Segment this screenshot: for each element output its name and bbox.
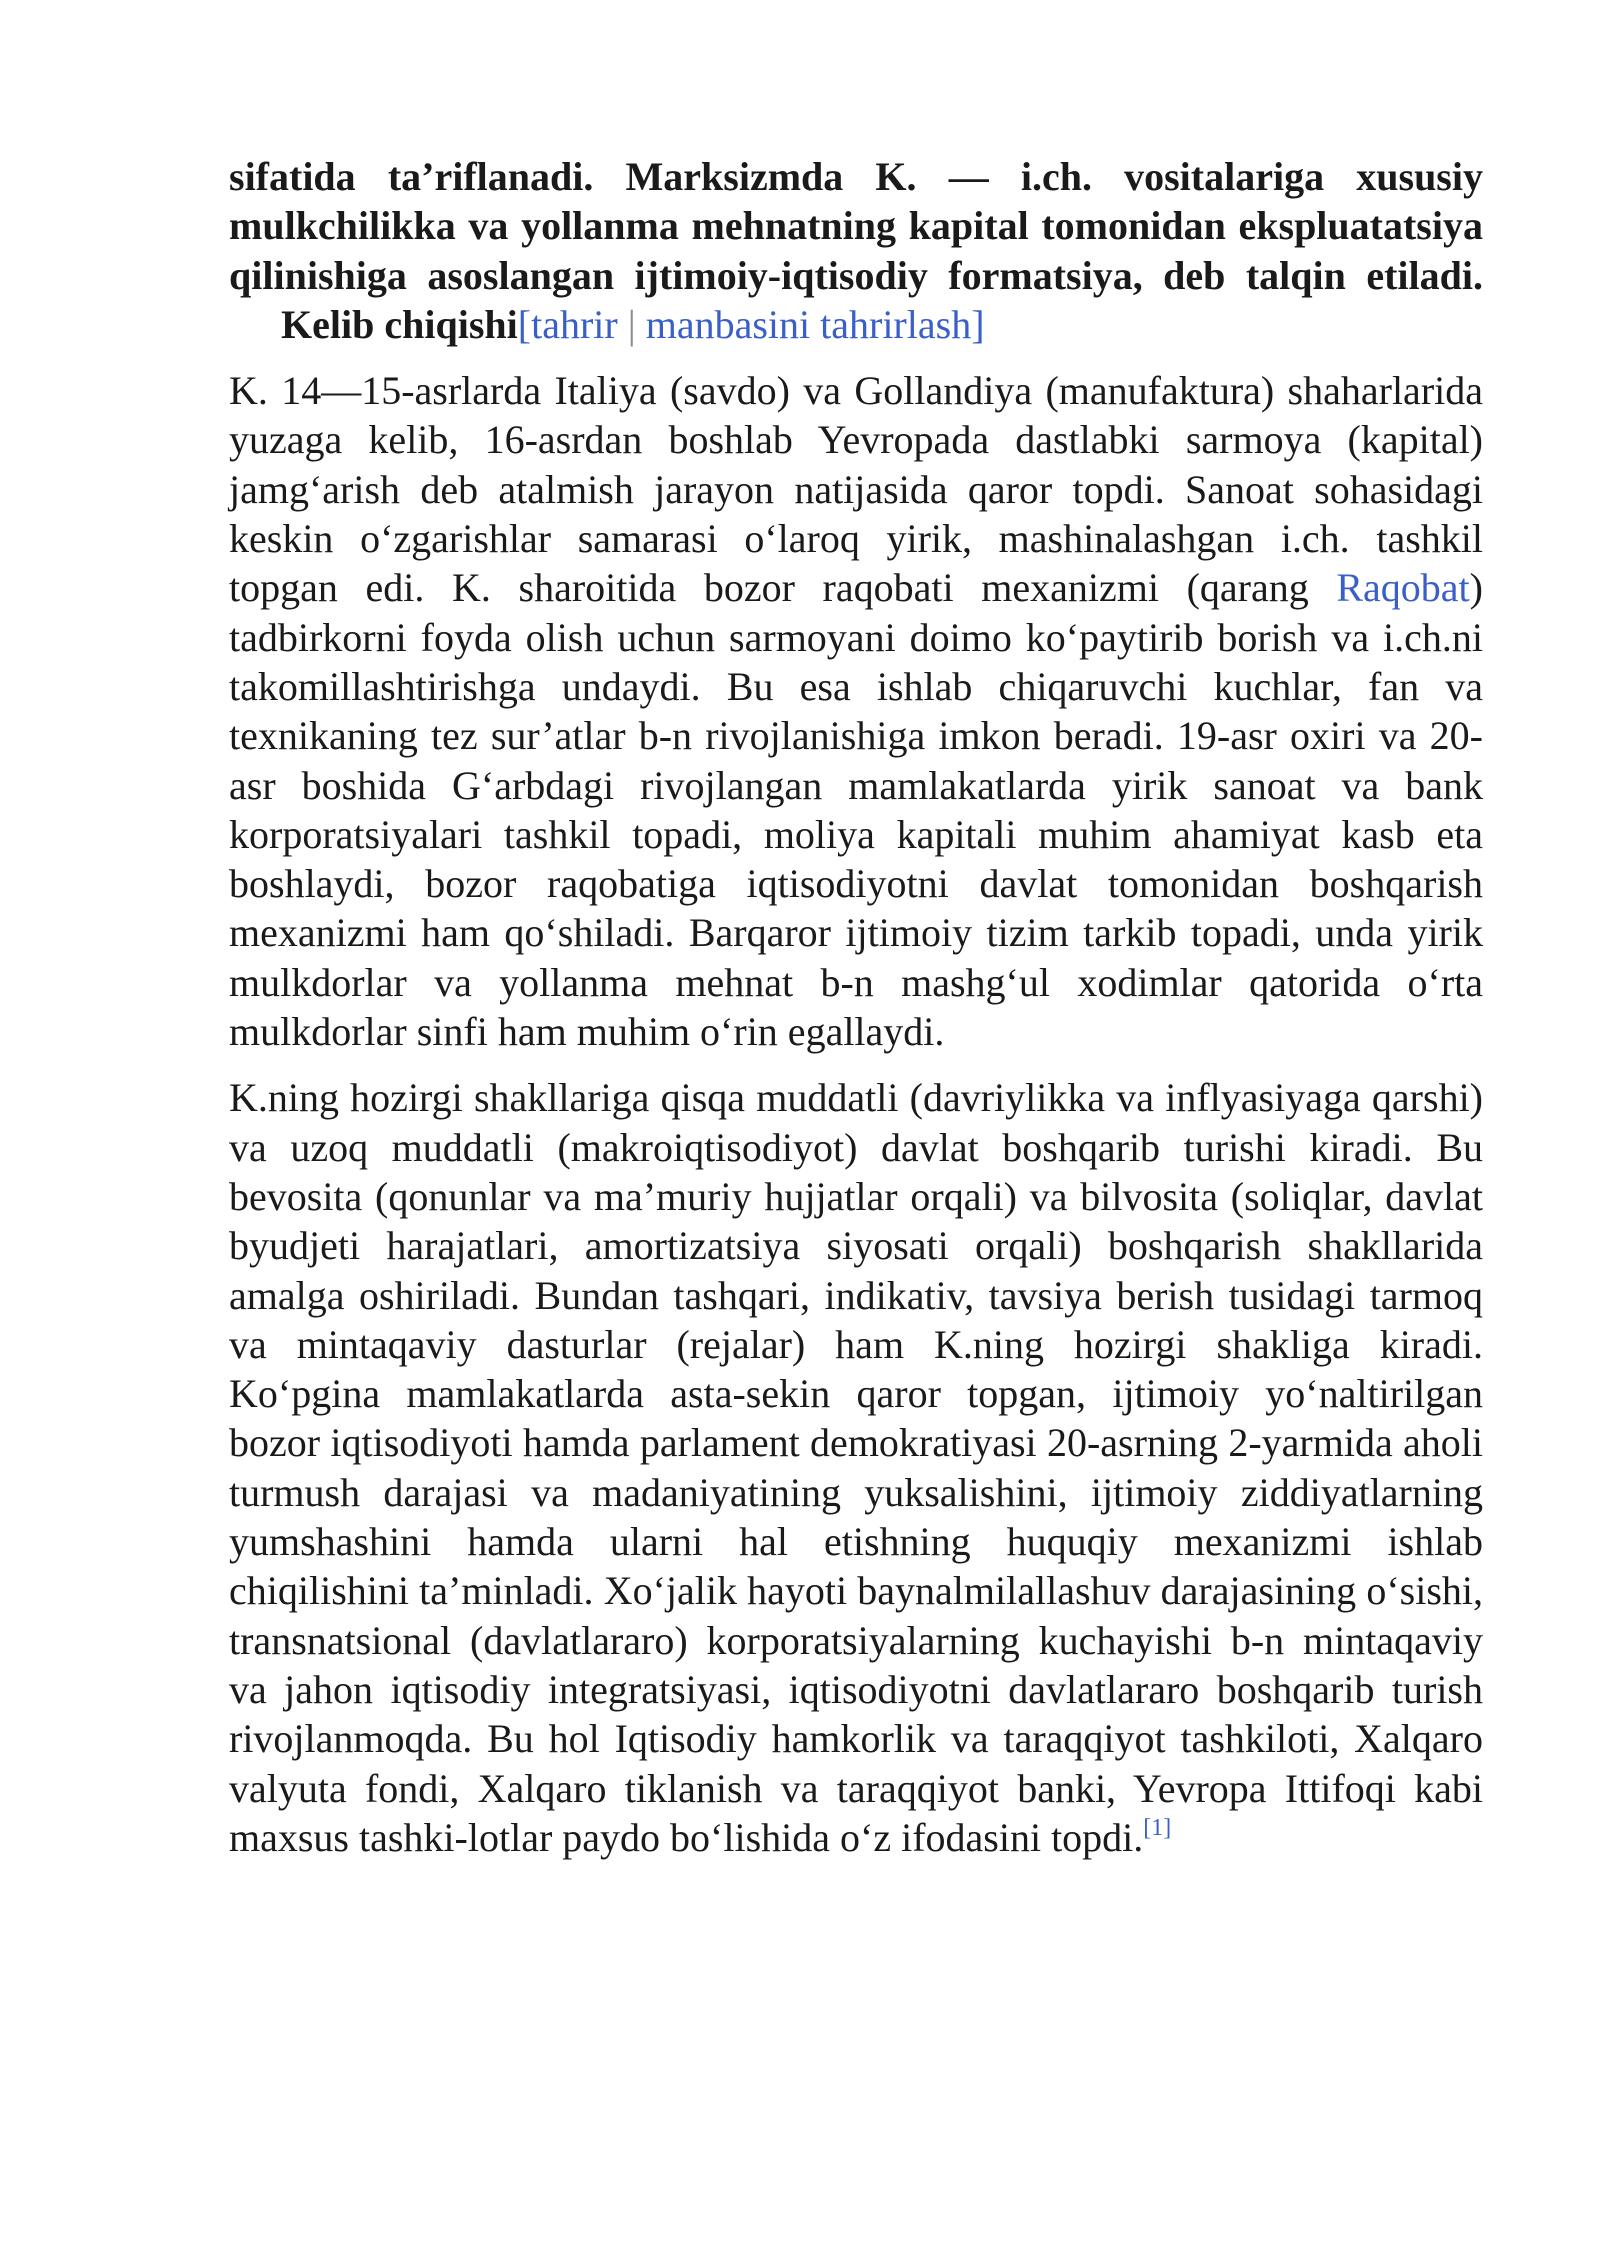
history-paragraph	[229, 366, 1483, 1056]
intro-paragraph	[229, 152, 1483, 349]
raqobat-link[interactable]: Raqobat	[1336, 565, 1470, 611]
modern-forms-text: K.ning hozirgi shakllariga qisqa muddatli (davriylikka va inflyasiyaga qarshi) va uzoq muddatli (makroiqtisodiyot) davlat boshqarib turishi kiradi. Bu bevosita (qonunlar va ma’muriy hujjatlar orqali) va bilvosita (soliqlar, davlat byudjeti harajatlari, amortizatsiya siyosati orqali) boshqarish shakllarida amalga oshiriladi. Bundan tashqari, indikativ, tavsiya berish tusidagi tarmoq va mintaqaviy dasturlar (rejalar) ham K.ning hozirgi shakliga kiradi. Ko‘pgina mamlakatlarda asta-sekin qaror topgan, ijtimoiy yo‘naltirilgan bozor iqtisodiyoti hamda parlament demokratiyasi 20-asrning 2-yarmida aholi turmush darajasi va madaniyatining yuksalishini, ijtimoiy ziddiyatlarning yumshashini hamda ularni hal etishning huquqiy mexanizmi ishlab chiqilishini ta’minladi. Xo‘jalik hayoti baynalmilallashuv darajasining o‘sishi, transnatsional (davlatlararo) korporatsiyalarning kuchayishi b-n mintaqaviy va jahon iqtisodiy integratsiyasi, iqtisodiyotni davlatlararo boshqarib turish rivojlanmoqda. Bu hol Iqtisodiy hamkorlik va taraqqiyot tashkiloti, Xalqaro valyuta fondi, Xalqaro tiklanish va taraqqiyot banki, Yevropa Ittifoqi kabi maxsus tashki-lotlar paydo bo‘lishida o‘z ifodasini topdi.	[229, 1075, 1483, 1860]
intro-text: sifatida ta’riflanadi. Marksizmda K. — i.ch. vositalariga xususiy mulkchilikka va yollanma mehnatning kapital tomonidan ekspluatatsiya qilinishiga asoslangan ijtimoiy-iqtisodiy formatsiya, deb talqin etiladi.	[229, 154, 1483, 298]
edit-source-link[interactable]: manbasini tahrirlash	[645, 301, 972, 347]
history-text-before: K. 14—15-asrlarda Italiya (savdo) va Gollandiya (manufaktura) shaharlarida yuzaga kelib, 16-asrdan boshlab Yevropada dastlabki sarmoya (kapital) jamg‘arish deb atalmish jarayon natijasida qaror topdi. Sanoat sohasidagi keskin o‘zgarishlar samarasi o‘laroq yirik, mashinalashgan i.ch. tashkil topgan edi. K. sharoitida bozor raqobati mexanizmi (qarang	[229, 368, 1483, 611]
edit-link[interactable]: tahrir	[531, 301, 618, 347]
edit-bracket-open: [	[517, 301, 532, 347]
modern-forms-paragraph	[229, 1073, 1483, 1862]
edit-bracket-close: ]	[971, 301, 985, 347]
history-text-after: ) tadbirkorni foyda olish uchun sarmoyani doimo ko‘paytirib borish va i.ch.ni takomillashtirishga undaydi. Bu esa ishlab chiqaruvchi kuchlar, fan va texnikaning tez sur’atlar b-n rivojlanishiga imkon beradi. 19-asr oxiri va 20-asr boshida G‘arbdagi rivojlangan mamlakatlarda yirik sanoat va bank korporatsiyalari tashkil topadi, moliya kapitali muhim ahamiyat kasb eta boshlaydi, bozor raqobatiga iqtisodiyotni davlat tomonidan boshqarish mexanizmi ham qo‘shiladi. Barqaror ijtimoiy tizim tarkib topadi, unda yirik mulkdorlar va yollanma mehnat b-n mashg‘ul xodimlar qatorida o‘rta mulkdorlar sinfi ham muhim o‘rin egallaydi.	[229, 565, 1483, 1055]
section-heading: Kelib chiqishi	[281, 301, 518, 347]
article-body	[229, 152, 1483, 1879]
footnote-reference-link[interactable]: [1]	[1143, 1814, 1172, 1841]
edit-separator: |	[617, 301, 646, 347]
